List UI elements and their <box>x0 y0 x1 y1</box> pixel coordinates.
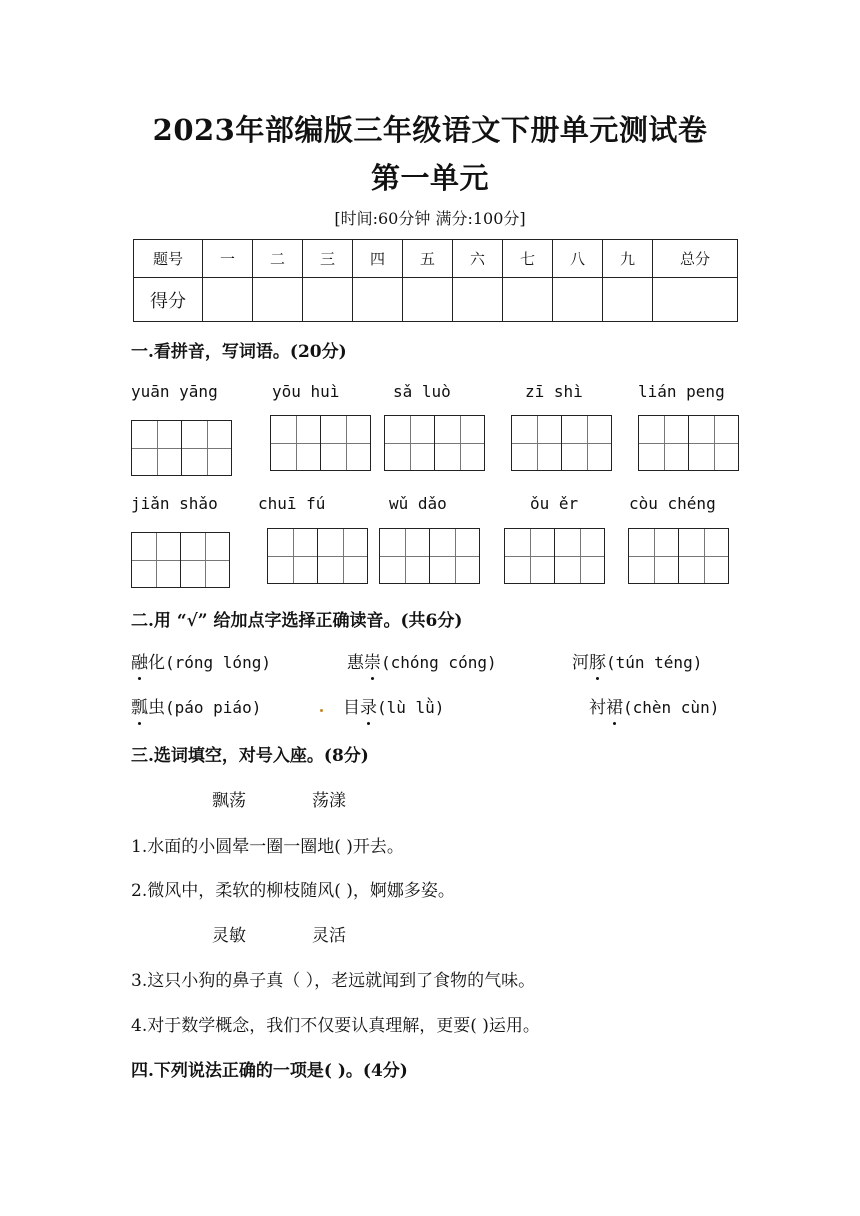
reading-options: (páo piáo) <box>165 698 262 717</box>
writing-grid[interactable] <box>379 528 480 584</box>
section2-heading: 二.用 “√” 给加点字选择正确读音。(共6分) <box>131 611 463 631</box>
item-char: 衬 <box>589 698 606 718</box>
writing-grid[interactable] <box>267 528 368 584</box>
question-2[interactable]: 2.微风中，柔软的柳枝随风( )，婀娜多姿。 <box>131 881 455 901</box>
writing-grid[interactable] <box>131 420 232 476</box>
section3-heading: 三.选词填空，对号入座。(8分) <box>131 746 369 766</box>
pinyin-label: jiǎn shǎo <box>131 494 218 513</box>
dotted-char: 录 <box>360 698 377 718</box>
dotted-char: 瓢 <box>131 698 148 718</box>
pinyin-label: lián peng <box>638 382 725 401</box>
score-table-score-row <box>134 278 738 322</box>
score-cell[interactable] <box>603 278 653 322</box>
score-header-cell: 一 <box>203 240 253 278</box>
score-cell[interactable] <box>503 278 553 322</box>
writing-grid[interactable] <box>131 532 230 588</box>
writing-grid[interactable] <box>638 415 739 471</box>
pinyin-label: ǒu ěr <box>530 494 579 513</box>
score-header-cell: 七 <box>503 240 553 278</box>
dotted-char: 裙 <box>606 698 623 718</box>
item-char: 化 <box>148 653 165 673</box>
page-subtitle: 第一单元 <box>370 161 489 195</box>
item-char: 虫 <box>148 698 165 718</box>
writing-grid[interactable] <box>270 415 371 471</box>
score-cell[interactable] <box>203 278 253 322</box>
pinyin-label: yuān yāng <box>131 382 218 401</box>
score-cell[interactable] <box>403 278 453 322</box>
score-cell[interactable] <box>453 278 503 322</box>
writing-grid[interactable] <box>511 415 612 471</box>
pinyin-label: yōu huì <box>272 382 340 401</box>
section1-heading: 一.看拼音，写词语。(20分) <box>131 342 347 362</box>
word-choice: 荡漾 <box>312 791 346 811</box>
dotted-char: 崇 <box>364 653 381 673</box>
reading-item[interactable] <box>589 693 719 718</box>
item-char: 目 <box>343 698 360 718</box>
reading-item[interactable] <box>131 648 271 673</box>
reading-options: (chóng cóng) <box>381 653 497 672</box>
score-table-header-row <box>134 240 738 278</box>
reading-options: (róng lóng) <box>165 653 271 672</box>
word-choice: 灵活 <box>312 926 346 946</box>
reading-item[interactable] <box>131 693 261 718</box>
score-cell[interactable] <box>353 278 403 322</box>
score-header-cell: 四 <box>353 240 403 278</box>
score-header-cell: 五 <box>403 240 453 278</box>
item-char: 惠 <box>347 653 364 673</box>
exam-info: [时间:60分钟 满分:100分] <box>334 209 526 228</box>
section4-heading: 四.下列说法正确的一项是( )。(4分) <box>131 1061 408 1081</box>
score-header-cell: 八 <box>553 240 603 278</box>
score-header-cell: 九 <box>603 240 653 278</box>
stray-mark <box>320 709 323 712</box>
score-cell[interactable] <box>253 278 303 322</box>
reading-options: (tún téng) <box>606 653 703 672</box>
score-header-cell: 二 <box>253 240 303 278</box>
dotted-char: 融 <box>131 653 148 673</box>
score-cell[interactable] <box>553 278 603 322</box>
pinyin-label: chuī fú <box>258 494 326 513</box>
question-1[interactable]: 1.水面的小圆晕一圈一圈地( )开去。 <box>131 837 404 857</box>
score-header-cell: 六 <box>453 240 503 278</box>
pinyin-label: sǎ luò <box>393 382 451 401</box>
reading-options: (chèn cùn) <box>623 698 720 717</box>
score-header-cell: 总分 <box>653 240 738 278</box>
dotted-char: 豚 <box>589 653 606 673</box>
score-header-cell: 三 <box>303 240 353 278</box>
page-title: 2023年部编版三年级语文下册单元测试卷 <box>152 113 708 147</box>
pinyin-label: zī shì <box>525 382 583 401</box>
score-table <box>133 239 738 322</box>
score-row-label: 得分 <box>134 278 203 322</box>
question-4[interactable]: 4.对于数学概念，我们不仅要认真理解，更要( )运用。 <box>131 1016 540 1036</box>
reading-options: (lù lǜ) <box>377 698 445 717</box>
question-3[interactable]: 3.这只小狗的鼻子真（ ），老远就闻到了食物的气味。 <box>131 971 536 991</box>
reading-item[interactable] <box>572 648 702 673</box>
score-cell[interactable] <box>303 278 353 322</box>
word-choice: 灵敏 <box>212 926 246 946</box>
score-cell[interactable] <box>653 278 738 322</box>
pinyin-label: wǔ dǎo <box>389 494 447 513</box>
score-header-cell: 题号 <box>134 240 203 278</box>
writing-grid[interactable] <box>504 528 605 584</box>
pinyin-label: còu chéng <box>629 494 716 513</box>
reading-item[interactable] <box>347 648 497 673</box>
writing-grid[interactable] <box>384 415 485 471</box>
writing-grid[interactable] <box>628 528 729 584</box>
word-choice: 飘荡 <box>212 791 246 811</box>
reading-item[interactable] <box>343 693 444 718</box>
item-char: 河 <box>572 653 589 673</box>
